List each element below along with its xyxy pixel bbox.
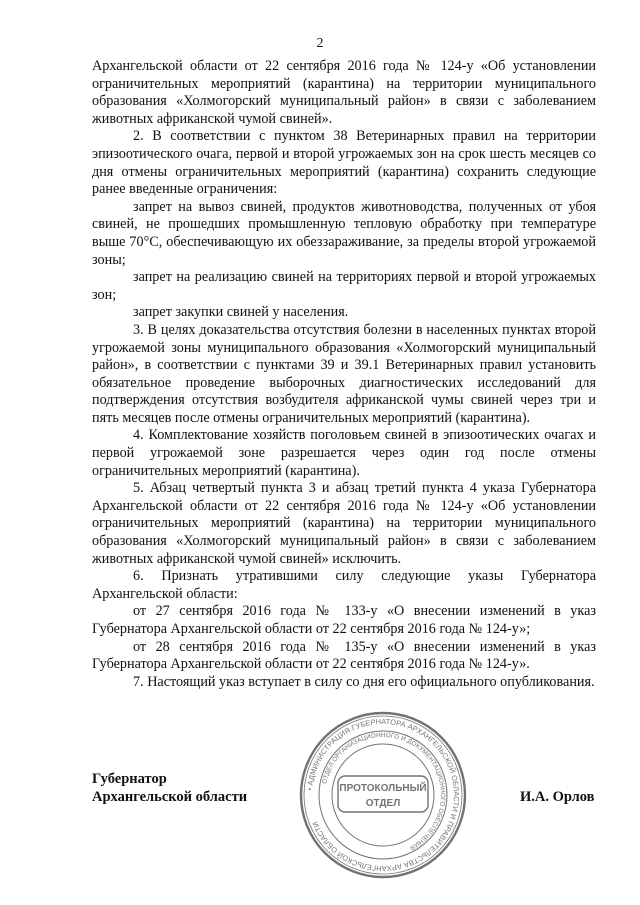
signature-name: И.А. Орлов xyxy=(520,789,595,805)
signature-title-line: Архангельской области xyxy=(92,789,248,805)
body-text xyxy=(92,58,596,691)
paragraph: запрет на реализацию свиней на территориях первой и второй угрожаемых зон; xyxy=(92,269,596,303)
official-seal-stamp xyxy=(298,710,468,880)
paragraph: 5. Абзац четвертый пункта 3 и абзац третий пункта 4 указа Губернатора Архангельской области от 22 сентября 2016 года № 124-у «Об установлении ограничительных мероприятий (карантина) на территории муниципального образования «Холмогорский муниципальный район» в связи с заболеванием животных африканской чумой свиней» исключить. xyxy=(92,480,596,567)
seal-outer-text: • АДМИНИСТРАЦИЯ ГУБЕРНАТОРА АРХАНГЕЛЬСКОЙ ОБЛАСТИ И ПРАВИТЕЛЬСТВА АРХАНГЕЛЬСКОЙ ОБЛАСТИ xyxy=(305,716,462,874)
paragraph: от 28 сентября 2016 года № 135-у «О внесении изменений в указ Губернатора Архангельской области от 22 сентября 2016 года № 124-у». xyxy=(92,638,596,673)
signature-title xyxy=(92,770,247,806)
page-number: 2 xyxy=(316,36,324,51)
paragraph: 3. В целях доказательства отсутствия болезни в населенных пунктах второй угрожаемой зоны муниципального образования «Холмогорский муниципальный район», в соответствии с пунктами 39 и 39.1 Ветеринарных правил установить обязательное проведение выборочных диагностических исследований для подтверждения отсутствия возбудителя африканской чумы свиней через три и пять месяцев после отмены ограничительных мероприятий (карантина). xyxy=(92,321,596,426)
paragraph: 2. В соответствии с пунктом 38 Ветеринарных правил на территории эпизоотического очага, первой и второй угрожаемых зон на срок шесть месяцев со дня отмены ограничительных мероприятий (карантина) сохранить следующие ранее введенные ограничения: xyxy=(92,128,596,198)
paragraph: запрет закупки свиней у населения. xyxy=(133,304,349,321)
seal-inner-ring xyxy=(332,744,434,846)
paragraph: запрет на вывоз свиней, продуктов животноводства, полученных от убоя свиней, не прошедших промышленную тепловую обработку при температуре выше 70°C, обеспечивающую их обеззараживание, за пределы второй угрожаемой зоны; xyxy=(92,198,596,268)
seal-outer-ring-thin xyxy=(304,716,462,874)
seal-inner-text: ОТДЕЛ ОРГАНИЗАЦИОННОГО И ДОКУМЕНТАЦИОННОГО ОБЕСПЕЧЕНИЯ xyxy=(321,731,447,852)
seal-center-line2: ОТДЕЛ xyxy=(365,798,401,809)
paragraph: Архангельской области от 22 сентября 2016 года № 124-у «Об установлении ограничительных мероприятий (карантина) на территории муниципального образования «Холмогорский муниципальный район» в связи с заболеванием животных африканской чумой свиней». xyxy=(92,58,596,127)
paragraph: 6. Признать утратившими силу следующие указы Губернатора Архангельской области: xyxy=(92,568,596,602)
signature-title-line: Губернатор xyxy=(92,771,167,787)
paragraph: 7. Настоящий указ вступает в силу со дня его официального опубликования. xyxy=(133,673,595,690)
paragraph: 4. Комплектование хозяйств поголовьем свиней в эпизоотических очагах и первой угрожаемой зоне разрешается через один год после отмены ограничительных мероприятий (карантина). xyxy=(92,427,596,479)
seal-center-line1: ПРОТОКОЛЬНЫЙ xyxy=(339,783,427,794)
paragraph: от 27 сентября 2016 года № 133-у «О внесении изменений в указ Губернатора Архангельской области от 22 сентября 2016 года № 124-у»; xyxy=(92,603,596,637)
